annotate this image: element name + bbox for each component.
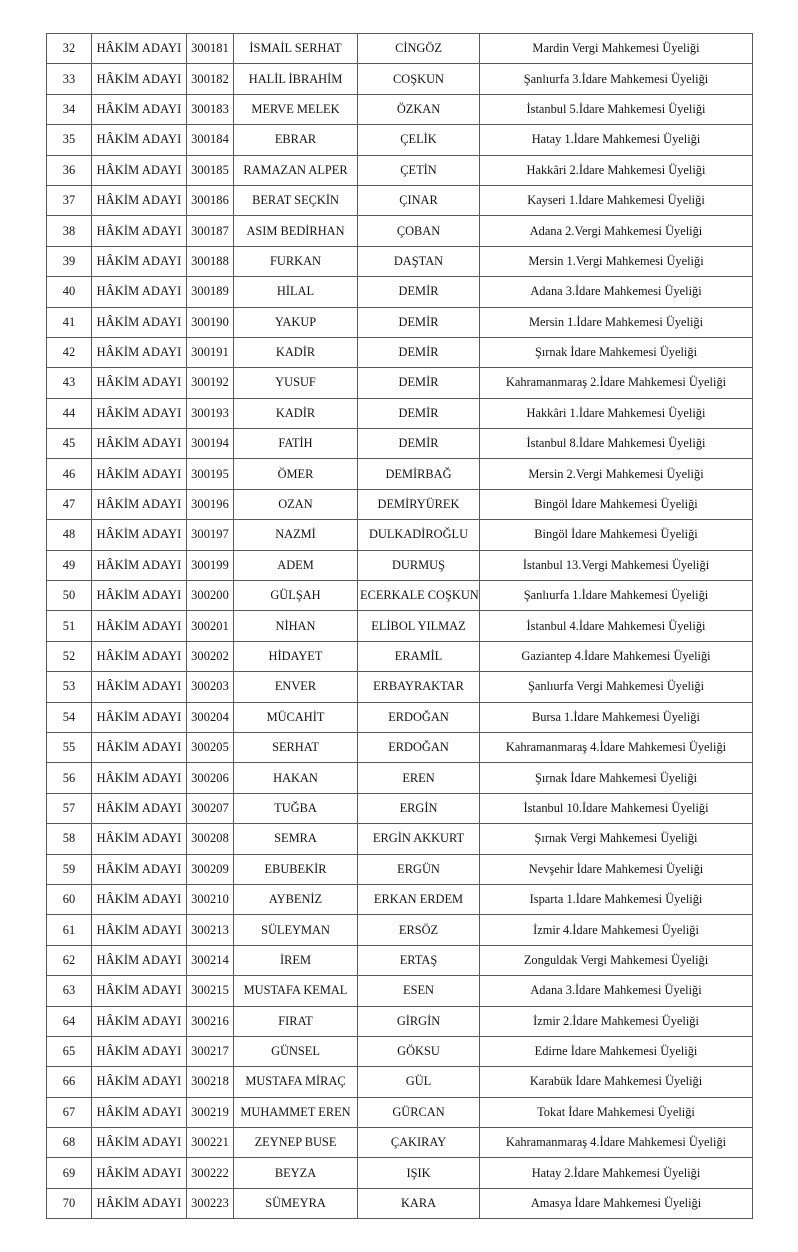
- row-first-name: SERHAT: [234, 732, 358, 762]
- row-registry-number: 300202: [187, 641, 234, 671]
- row-title: HÂKİM ADAYI: [92, 763, 187, 793]
- row-registry-number: 300191: [187, 337, 234, 367]
- row-title: HÂKİM ADAYI: [92, 1006, 187, 1036]
- row-first-name: FURKAN: [234, 246, 358, 276]
- table-row: [47, 763, 753, 793]
- row-registry-number: 300218: [187, 1067, 234, 1097]
- row-number: 47: [47, 489, 92, 519]
- table-row: [47, 94, 753, 124]
- row-assignment: Gaziantep 4.İdare Mahkemesi Üyeliği: [480, 641, 753, 671]
- row-first-name: ÖMER: [234, 459, 358, 489]
- row-assignment: Nevşehir İdare Mahkemesi Üyeliği: [480, 854, 753, 884]
- row-assignment: Adana 3.İdare Mahkemesi Üyeliği: [480, 277, 753, 307]
- row-first-name: HAKAN: [234, 763, 358, 793]
- row-title: HÂKİM ADAYI: [92, 277, 187, 307]
- row-number: 37: [47, 185, 92, 215]
- row-first-name: MUSTAFA MİRAÇ: [234, 1067, 358, 1097]
- row-first-name: HALİL İBRAHİM: [234, 64, 358, 94]
- row-number: 60: [47, 884, 92, 914]
- row-last-name: GÜL: [358, 1067, 480, 1097]
- row-title: HÂKİM ADAYI: [92, 34, 187, 64]
- row-title: HÂKİM ADAYI: [92, 641, 187, 671]
- row-assignment: Hatay 2.İdare Mahkemesi Üyeliği: [480, 1158, 753, 1188]
- row-registry-number: 300188: [187, 246, 234, 276]
- row-number: 58: [47, 824, 92, 854]
- row-registry-number: 300209: [187, 854, 234, 884]
- table-row: [47, 915, 753, 945]
- row-last-name: ERKAN ERDEM: [358, 884, 480, 914]
- row-registry-number: 300221: [187, 1128, 234, 1158]
- row-number: 39: [47, 246, 92, 276]
- row-assignment: Edirne İdare Mahkemesi Üyeliği: [480, 1036, 753, 1066]
- row-last-name: ERTAŞ: [358, 945, 480, 975]
- row-first-name: İSMAİL SERHAT: [234, 34, 358, 64]
- row-last-name: DEMİRYÜREK: [358, 489, 480, 519]
- row-assignment: Mersin 2.Vergi Mahkemesi Üyeliği: [480, 459, 753, 489]
- table-row: [47, 611, 753, 641]
- row-registry-number: 300195: [187, 459, 234, 489]
- row-title: HÂKİM ADAYI: [92, 337, 187, 367]
- row-number: 34: [47, 94, 92, 124]
- table-row: [47, 125, 753, 155]
- row-registry-number: 300213: [187, 915, 234, 945]
- row-assignment: Şırnak Vergi Mahkemesi Üyeliği: [480, 824, 753, 854]
- table-row: [47, 1128, 753, 1158]
- row-title: HÂKİM ADAYI: [92, 884, 187, 914]
- row-registry-number: 300215: [187, 976, 234, 1006]
- row-number: 32: [47, 34, 92, 64]
- row-first-name: NİHAN: [234, 611, 358, 641]
- table-row: [47, 246, 753, 276]
- table-row: [47, 216, 753, 246]
- row-title: HÂKİM ADAYI: [92, 732, 187, 762]
- row-registry-number: 300200: [187, 581, 234, 611]
- row-registry-number: 300203: [187, 672, 234, 702]
- table-row: [47, 854, 753, 884]
- row-assignment: Hakkâri 1.İdare Mahkemesi Üyeliği: [480, 398, 753, 428]
- table-row: [47, 1036, 753, 1066]
- row-title: HÂKİM ADAYI: [92, 155, 187, 185]
- row-assignment: Hakkâri 2.İdare Mahkemesi Üyeliği: [480, 155, 753, 185]
- row-first-name: KADİR: [234, 398, 358, 428]
- row-last-name: ÇINAR: [358, 185, 480, 215]
- row-number: 56: [47, 763, 92, 793]
- row-title: HÂKİM ADAYI: [92, 1097, 187, 1127]
- row-last-name: ÇELİK: [358, 125, 480, 155]
- table-row: [47, 672, 753, 702]
- row-title: HÂKİM ADAYI: [92, 1158, 187, 1188]
- row-number: 40: [47, 277, 92, 307]
- row-first-name: HİLAL: [234, 277, 358, 307]
- row-title: HÂKİM ADAYI: [92, 1036, 187, 1066]
- row-last-name: ÖZKAN: [358, 94, 480, 124]
- table-row: [47, 793, 753, 823]
- row-number: 61: [47, 915, 92, 945]
- row-last-name: ERAMİL: [358, 641, 480, 671]
- row-registry-number: 300201: [187, 611, 234, 641]
- row-last-name: ERGİN AKKURT: [358, 824, 480, 854]
- row-registry-number: 300187: [187, 216, 234, 246]
- row-number: 49: [47, 550, 92, 580]
- row-number: 43: [47, 368, 92, 398]
- row-last-name: ECERKALE COŞKUN: [358, 581, 480, 611]
- row-first-name: YUSUF: [234, 368, 358, 398]
- row-number: 50: [47, 581, 92, 611]
- row-first-name: KADİR: [234, 337, 358, 367]
- row-assignment: Isparta 1.İdare Mahkemesi Üyeliği: [480, 884, 753, 914]
- row-registry-number: 300207: [187, 793, 234, 823]
- row-assignment: Tokat İdare Mahkemesi Üyeliği: [480, 1097, 753, 1127]
- row-assignment: Şırnak İdare Mahkemesi Üyeliği: [480, 337, 753, 367]
- row-title: HÂKİM ADAYI: [92, 550, 187, 580]
- table-row: [47, 1006, 753, 1036]
- row-number: 59: [47, 854, 92, 884]
- row-number: 63: [47, 976, 92, 1006]
- table-row: [47, 307, 753, 337]
- table-row: [47, 368, 753, 398]
- row-assignment: Bursa 1.İdare Mahkemesi Üyeliği: [480, 702, 753, 732]
- table-row: [47, 1158, 753, 1188]
- row-assignment: İstanbul 10.İdare Mahkemesi Üyeliği: [480, 793, 753, 823]
- row-title: HÂKİM ADAYI: [92, 64, 187, 94]
- row-assignment: İstanbul 13.Vergi Mahkemesi Üyeliği: [480, 550, 753, 580]
- row-last-name: ERSÖZ: [358, 915, 480, 945]
- row-first-name: FATİH: [234, 429, 358, 459]
- table-row: [47, 581, 753, 611]
- table-row: [47, 34, 753, 64]
- row-assignment: İzmir 2.İdare Mahkemesi Üyeliği: [480, 1006, 753, 1036]
- row-last-name: ERDOĞAN: [358, 702, 480, 732]
- row-last-name: DEMİR: [358, 337, 480, 367]
- row-assignment: Mersin 1.Vergi Mahkemesi Üyeliği: [480, 246, 753, 276]
- table-row: [47, 337, 753, 367]
- row-title: HÂKİM ADAYI: [92, 520, 187, 550]
- row-registry-number: 300214: [187, 945, 234, 975]
- row-registry-number: 300216: [187, 1006, 234, 1036]
- row-number: 67: [47, 1097, 92, 1127]
- table-row: [47, 884, 753, 914]
- table-row: [47, 398, 753, 428]
- row-last-name: GİRGİN: [358, 1006, 480, 1036]
- row-title: HÂKİM ADAYI: [92, 489, 187, 519]
- row-first-name: MUHAMMET EREN: [234, 1097, 358, 1127]
- row-first-name: NAZMİ: [234, 520, 358, 550]
- row-registry-number: 300189: [187, 277, 234, 307]
- row-assignment: Şanlıurfa 3.İdare Mahkemesi Üyeliği: [480, 64, 753, 94]
- row-registry-number: 300208: [187, 824, 234, 854]
- row-first-name: HİDAYET: [234, 641, 358, 671]
- row-last-name: DEMİR: [358, 277, 480, 307]
- row-title: HÂKİM ADAYI: [92, 854, 187, 884]
- row-registry-number: 300222: [187, 1158, 234, 1188]
- row-first-name: MUSTAFA KEMAL: [234, 976, 358, 1006]
- row-last-name: DURMUŞ: [358, 550, 480, 580]
- row-first-name: ASIM BEDİRHAN: [234, 216, 358, 246]
- row-number: 41: [47, 307, 92, 337]
- row-assignment: Hatay 1.İdare Mahkemesi Üyeliği: [480, 125, 753, 155]
- row-number: 44: [47, 398, 92, 428]
- row-first-name: SÜLEYMAN: [234, 915, 358, 945]
- row-title: HÂKİM ADAYI: [92, 307, 187, 337]
- row-title: HÂKİM ADAYI: [92, 672, 187, 702]
- row-assignment: İzmir 4.İdare Mahkemesi Üyeliği: [480, 915, 753, 945]
- row-assignment: Kayseri 1.İdare Mahkemesi Üyeliği: [480, 185, 753, 215]
- row-number: 65: [47, 1036, 92, 1066]
- row-assignment: Şanlıurfa 1.İdare Mahkemesi Üyeliği: [480, 581, 753, 611]
- row-last-name: DEMİRBAĞ: [358, 459, 480, 489]
- row-first-name: EBRAR: [234, 125, 358, 155]
- row-registry-number: 300197: [187, 520, 234, 550]
- row-first-name: BEYZA: [234, 1158, 358, 1188]
- row-registry-number: 300184: [187, 125, 234, 155]
- row-title: HÂKİM ADAYI: [92, 581, 187, 611]
- row-number: 70: [47, 1188, 92, 1218]
- row-title: HÂKİM ADAYI: [92, 1188, 187, 1218]
- row-registry-number: 300223: [187, 1188, 234, 1218]
- row-assignment: İstanbul 5.İdare Mahkemesi Üyeliği: [480, 94, 753, 124]
- table-row: [47, 520, 753, 550]
- row-number: 55: [47, 732, 92, 762]
- row-assignment: İstanbul 4.İdare Mahkemesi Üyeliği: [480, 611, 753, 641]
- row-title: HÂKİM ADAYI: [92, 915, 187, 945]
- row-last-name: ÇETİN: [358, 155, 480, 185]
- row-last-name: COŞKUN: [358, 64, 480, 94]
- table-row: [47, 1067, 753, 1097]
- row-first-name: EBUBEKİR: [234, 854, 358, 884]
- row-first-name: MERVE MELEK: [234, 94, 358, 124]
- row-first-name: İREM: [234, 945, 358, 975]
- row-last-name: DEMİR: [358, 429, 480, 459]
- row-first-name: SÜMEYRA: [234, 1188, 358, 1218]
- table-row: [47, 459, 753, 489]
- row-registry-number: 300186: [187, 185, 234, 215]
- row-number: 57: [47, 793, 92, 823]
- row-number: 36: [47, 155, 92, 185]
- roster-table-container: [46, 33, 752, 1219]
- row-registry-number: 300185: [187, 155, 234, 185]
- row-last-name: IŞIK: [358, 1158, 480, 1188]
- row-last-name: GÖKSU: [358, 1036, 480, 1066]
- row-number: 51: [47, 611, 92, 641]
- row-first-name: MÜCAHİT: [234, 702, 358, 732]
- row-last-name: GÜRCAN: [358, 1097, 480, 1127]
- row-last-name: DEMİR: [358, 307, 480, 337]
- row-assignment: İstanbul 8.İdare Mahkemesi Üyeliği: [480, 429, 753, 459]
- table-row: [47, 732, 753, 762]
- row-registry-number: 300196: [187, 489, 234, 519]
- table-row: [47, 277, 753, 307]
- row-title: HÂKİM ADAYI: [92, 429, 187, 459]
- row-first-name: TUĞBA: [234, 793, 358, 823]
- row-registry-number: 300190: [187, 307, 234, 337]
- row-first-name: RAMAZAN ALPER: [234, 155, 358, 185]
- row-number: 46: [47, 459, 92, 489]
- row-title: HÂKİM ADAYI: [92, 94, 187, 124]
- row-title: HÂKİM ADAYI: [92, 246, 187, 276]
- row-first-name: AYBENİZ: [234, 884, 358, 914]
- row-title: HÂKİM ADAYI: [92, 793, 187, 823]
- table-row: [47, 641, 753, 671]
- table-row: [47, 429, 753, 459]
- row-last-name: ÇOBAN: [358, 216, 480, 246]
- table-row: [47, 824, 753, 854]
- row-last-name: DULKADİROĞLU: [358, 520, 480, 550]
- row-number: 62: [47, 945, 92, 975]
- row-last-name: ÇAKIRAY: [358, 1128, 480, 1158]
- row-assignment: Mersin 1.İdare Mahkemesi Üyeliği: [480, 307, 753, 337]
- row-assignment: Kahramanmaraş 4.İdare Mahkemesi Üyeliği: [480, 732, 753, 762]
- row-title: HÂKİM ADAYI: [92, 611, 187, 641]
- row-first-name: GÜNSEL: [234, 1036, 358, 1066]
- row-registry-number: 300219: [187, 1097, 234, 1127]
- row-number: 68: [47, 1128, 92, 1158]
- row-first-name: OZAN: [234, 489, 358, 519]
- row-title: HÂKİM ADAYI: [92, 459, 187, 489]
- row-number: 33: [47, 64, 92, 94]
- row-first-name: ZEYNEP BUSE: [234, 1128, 358, 1158]
- row-registry-number: 300199: [187, 550, 234, 580]
- row-title: HÂKİM ADAYI: [92, 398, 187, 428]
- table-row: [47, 489, 753, 519]
- row-last-name: ERBAYRAKTAR: [358, 672, 480, 702]
- row-number: 45: [47, 429, 92, 459]
- row-assignment: Mardin Vergi Mahkemesi Üyeliği: [480, 34, 753, 64]
- row-assignment: Şırnak İdare Mahkemesi Üyeliği: [480, 763, 753, 793]
- row-number: 69: [47, 1158, 92, 1188]
- roster-table: [46, 33, 753, 1219]
- table-row: [47, 155, 753, 185]
- table-row: [47, 550, 753, 580]
- row-last-name: ERDOĞAN: [358, 732, 480, 762]
- row-last-name: ESEN: [358, 976, 480, 1006]
- table-row: [47, 1188, 753, 1218]
- row-title: HÂKİM ADAYI: [92, 125, 187, 155]
- row-title: HÂKİM ADAYI: [92, 945, 187, 975]
- row-last-name: EREN: [358, 763, 480, 793]
- row-registry-number: 300182: [187, 64, 234, 94]
- row-first-name: YAKUP: [234, 307, 358, 337]
- row-first-name: ENVER: [234, 672, 358, 702]
- row-number: 52: [47, 641, 92, 671]
- table-row: [47, 1097, 753, 1127]
- row-assignment: Kahramanmaraş 4.İdare Mahkemesi Üyeliği: [480, 1128, 753, 1158]
- row-registry-number: 300193: [187, 398, 234, 428]
- table-row: [47, 64, 753, 94]
- row-registry-number: 300183: [187, 94, 234, 124]
- row-assignment: Adana 2.Vergi Mahkemesi Üyeliği: [480, 216, 753, 246]
- row-registry-number: 300206: [187, 763, 234, 793]
- row-title: HÂKİM ADAYI: [92, 1128, 187, 1158]
- roster-table-body: [47, 34, 753, 1219]
- row-assignment: Zonguldak Vergi Mahkemesi Üyeliği: [480, 945, 753, 975]
- row-assignment: Bingöl İdare Mahkemesi Üyeliği: [480, 489, 753, 519]
- row-assignment: Bingöl İdare Mahkemesi Üyeliği: [480, 520, 753, 550]
- row-registry-number: 300181: [187, 34, 234, 64]
- row-title: HÂKİM ADAYI: [92, 1067, 187, 1097]
- row-assignment: Şanlıurfa Vergi Mahkemesi Üyeliği: [480, 672, 753, 702]
- row-first-name: FIRAT: [234, 1006, 358, 1036]
- row-last-name: ERGİN: [358, 793, 480, 823]
- row-last-name: ELİBOL YILMAZ: [358, 611, 480, 641]
- row-title: HÂKİM ADAYI: [92, 702, 187, 732]
- table-row: [47, 976, 753, 1006]
- table-row: [47, 945, 753, 975]
- row-title: HÂKİM ADAYI: [92, 185, 187, 215]
- table-row: [47, 702, 753, 732]
- row-number: 54: [47, 702, 92, 732]
- row-number: 66: [47, 1067, 92, 1097]
- row-last-name: DEMİR: [358, 368, 480, 398]
- row-last-name: DAŞTAN: [358, 246, 480, 276]
- row-title: HÂKİM ADAYI: [92, 824, 187, 854]
- row-title: HÂKİM ADAYI: [92, 976, 187, 1006]
- row-last-name: DEMİR: [358, 398, 480, 428]
- row-title: HÂKİM ADAYI: [92, 368, 187, 398]
- row-last-name: CİNGÖZ: [358, 34, 480, 64]
- row-registry-number: 300205: [187, 732, 234, 762]
- row-number: 48: [47, 520, 92, 550]
- row-registry-number: 300217: [187, 1036, 234, 1066]
- row-title: HÂKİM ADAYI: [92, 216, 187, 246]
- row-number: 35: [47, 125, 92, 155]
- row-registry-number: 300210: [187, 884, 234, 914]
- row-assignment: Karabük İdare Mahkemesi Üyeliği: [480, 1067, 753, 1097]
- row-last-name: ERGÜN: [358, 854, 480, 884]
- row-number: 53: [47, 672, 92, 702]
- row-registry-number: 300204: [187, 702, 234, 732]
- row-number: 38: [47, 216, 92, 246]
- row-first-name: GÜLŞAH: [234, 581, 358, 611]
- row-first-name: BERAT SEÇKİN: [234, 185, 358, 215]
- row-first-name: ADEM: [234, 550, 358, 580]
- row-first-name: SEMRA: [234, 824, 358, 854]
- row-last-name: KARA: [358, 1188, 480, 1218]
- table-row: [47, 185, 753, 215]
- row-assignment: Amasya İdare Mahkemesi Üyeliği: [480, 1188, 753, 1218]
- row-assignment: Adana 3.İdare Mahkemesi Üyeliği: [480, 976, 753, 1006]
- row-registry-number: 300194: [187, 429, 234, 459]
- row-number: 42: [47, 337, 92, 367]
- row-registry-number: 300192: [187, 368, 234, 398]
- row-assignment: Kahramanmaraş 2.İdare Mahkemesi Üyeliği: [480, 368, 753, 398]
- row-number: 64: [47, 1006, 92, 1036]
